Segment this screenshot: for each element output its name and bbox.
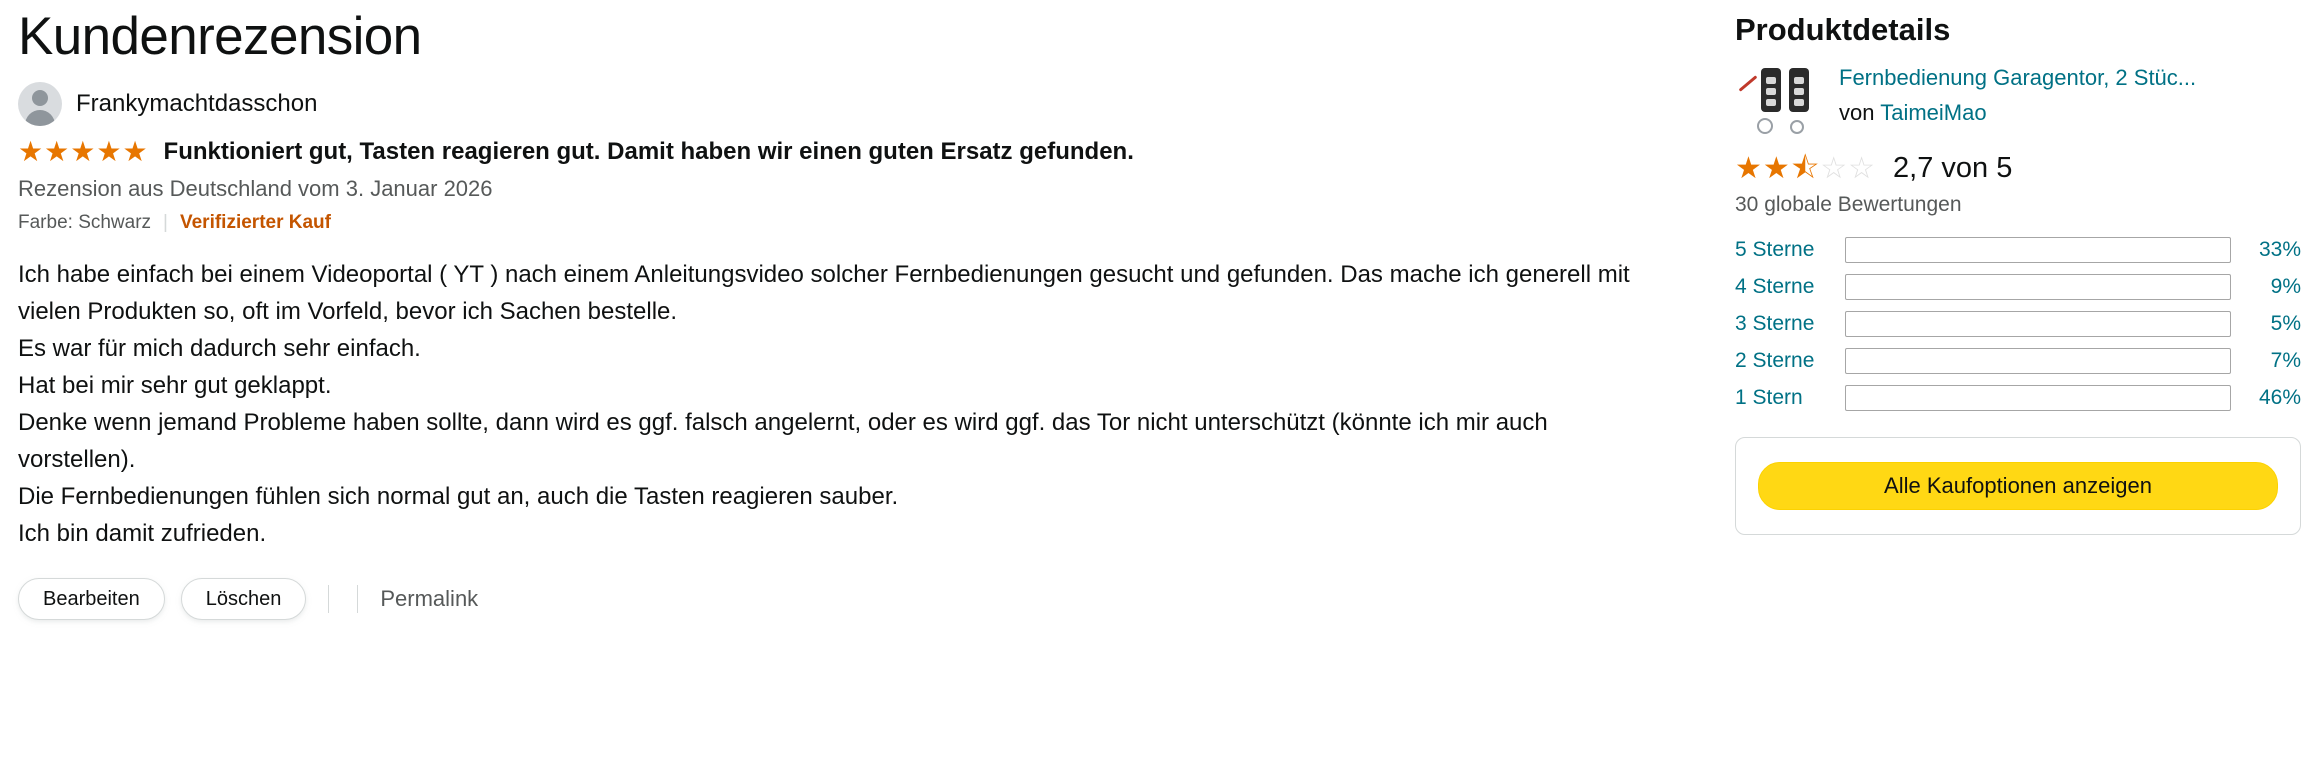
histogram-label[interactable]: 5 Sterne (1735, 238, 1815, 261)
star-icon: ★ (44, 135, 70, 168)
product-thumbnail-icon[interactable] (1735, 64, 1825, 140)
histogram-row[interactable] (1735, 311, 2301, 337)
histogram-percent[interactable]: 33% (2258, 238, 2301, 261)
histogram-percent[interactable]: 7% (2270, 349, 2301, 372)
review-paragraph: Hat bei mir sehr gut geklappt. (18, 372, 332, 399)
actions-divider (357, 585, 358, 613)
histogram-label[interactable]: 2 Sterne (1735, 349, 1815, 372)
histogram-row[interactable] (1735, 237, 2301, 263)
histogram-row[interactable] (1735, 274, 2301, 300)
star-empty-icon: ☆ (1820, 150, 1848, 186)
star-icon: ★ (18, 135, 44, 168)
brand-link[interactable]: TaimeiMao (1880, 100, 1987, 125)
histogram-bar (1845, 237, 2231, 263)
buy-box (1735, 437, 2301, 535)
histogram-label[interactable]: 1 Stern (1735, 386, 1803, 409)
review-paragraph: Ich bin damit zufrieden. (18, 520, 267, 547)
permalink-link[interactable]: Permalink (380, 586, 479, 611)
verified-purchase-badge: Verifizierter Kauf (179, 212, 331, 233)
histogram-bar (1845, 311, 2231, 337)
review-title: Funktioniert gut, Tasten reagieren gut. Damit haben wir einen guten Ersatz gefunden. (163, 138, 1134, 165)
review-title-row (18, 135, 1705, 168)
delete-review-button[interactable]: Löschen (181, 578, 307, 620)
review-paragraph: Es war für mich dadurch sehr einfach. (18, 335, 421, 362)
review-paragraph: Denke wenn jemand Probleme haben sollte, dann wird es ggf. falsch angelernt, oder es wird ggf. das Tor nicht unterschützt (könnte ich mir auch vorstellen). (18, 409, 1548, 473)
star-half-icon: ⯪ (1790, 150, 1820, 186)
product-details-heading: Produktdetails (1735, 12, 1951, 47)
product-info (1839, 64, 2301, 128)
histogram-bar (1845, 348, 2231, 374)
product-brand-line (1839, 98, 2301, 128)
histogram-percent[interactable]: 9% (2270, 275, 2301, 298)
rating-value: 2,7 von 5 (1893, 152, 2013, 184)
histogram-percent[interactable]: 5% (2270, 312, 2301, 335)
reviewer-name[interactable]: Frankymachtdasschon (76, 90, 318, 117)
submeta-divider: | (163, 212, 168, 233)
histogram-percent[interactable]: 46% (2258, 386, 2301, 409)
remote-control-icon (1789, 68, 1809, 112)
star-icon: ★ (122, 135, 148, 168)
antenna-icon (1739, 75, 1758, 91)
review-actions (18, 578, 1705, 620)
review-paragraph: Ich habe einfach bei einem Videoportal ( YT ) nach einem Anleitungsvideo solcher Fernbedienungen gesucht und gefunden. Das mache ich generell mit vielen Produkten so, oft im Vorfeld, bevor ich Sachen bestelle. (18, 261, 1630, 325)
brand-prefix: von (1839, 100, 1875, 125)
histogram-bar (1845, 385, 2231, 411)
product-rating-row (1735, 152, 2301, 185)
star-icon: ★ (1762, 150, 1790, 186)
product-star-rating[interactable] (1735, 150, 1876, 186)
review-date: Rezension aus Deutschland vom 3. Januar 2026 (18, 176, 493, 201)
avatar (18, 82, 62, 126)
review-body (18, 256, 1658, 552)
star-icon: ★ (96, 135, 122, 168)
histogram-row[interactable] (1735, 385, 2301, 411)
page-title: Kundenrezension (18, 7, 422, 66)
review-variant-color: Farbe: Schwarz (18, 212, 152, 233)
rating-histogram (1735, 237, 2301, 411)
histogram-label[interactable]: 3 Sterne (1735, 312, 1815, 335)
product-title-link[interactable]: Fernbedienung Garagentor, 2 Stüc... (1839, 65, 2197, 90)
product-details-column (1735, 0, 2301, 782)
remote-control-icon (1761, 68, 1781, 112)
see-all-buying-options-button[interactable]: Alle Kaufoptionen anzeigen (1758, 462, 2278, 510)
star-icon: ★ (1735, 150, 1762, 186)
actions-divider (328, 585, 329, 613)
global-ratings-count: 30 globale Bewertungen (1735, 193, 1962, 216)
product-summary (1735, 64, 2301, 140)
keyring-icon (1757, 118, 1773, 134)
review-star-rating (18, 135, 148, 168)
star-empty-icon: ☆ (1848, 150, 1876, 186)
histogram-bar (1845, 274, 2231, 300)
keyring-icon (1790, 120, 1804, 134)
star-icon: ★ (70, 135, 96, 168)
review-submeta (18, 212, 1705, 234)
edit-review-button[interactable]: Bearbeiten (18, 578, 165, 620)
histogram-row[interactable] (1735, 348, 2301, 374)
histogram-label[interactable]: 4 Sterne (1735, 275, 1815, 298)
reviewer-row (18, 82, 1705, 126)
review-paragraph: Die Fernbedienungen fühlen sich normal gut an, auch die Tasten reagieren sauber. (18, 483, 899, 510)
